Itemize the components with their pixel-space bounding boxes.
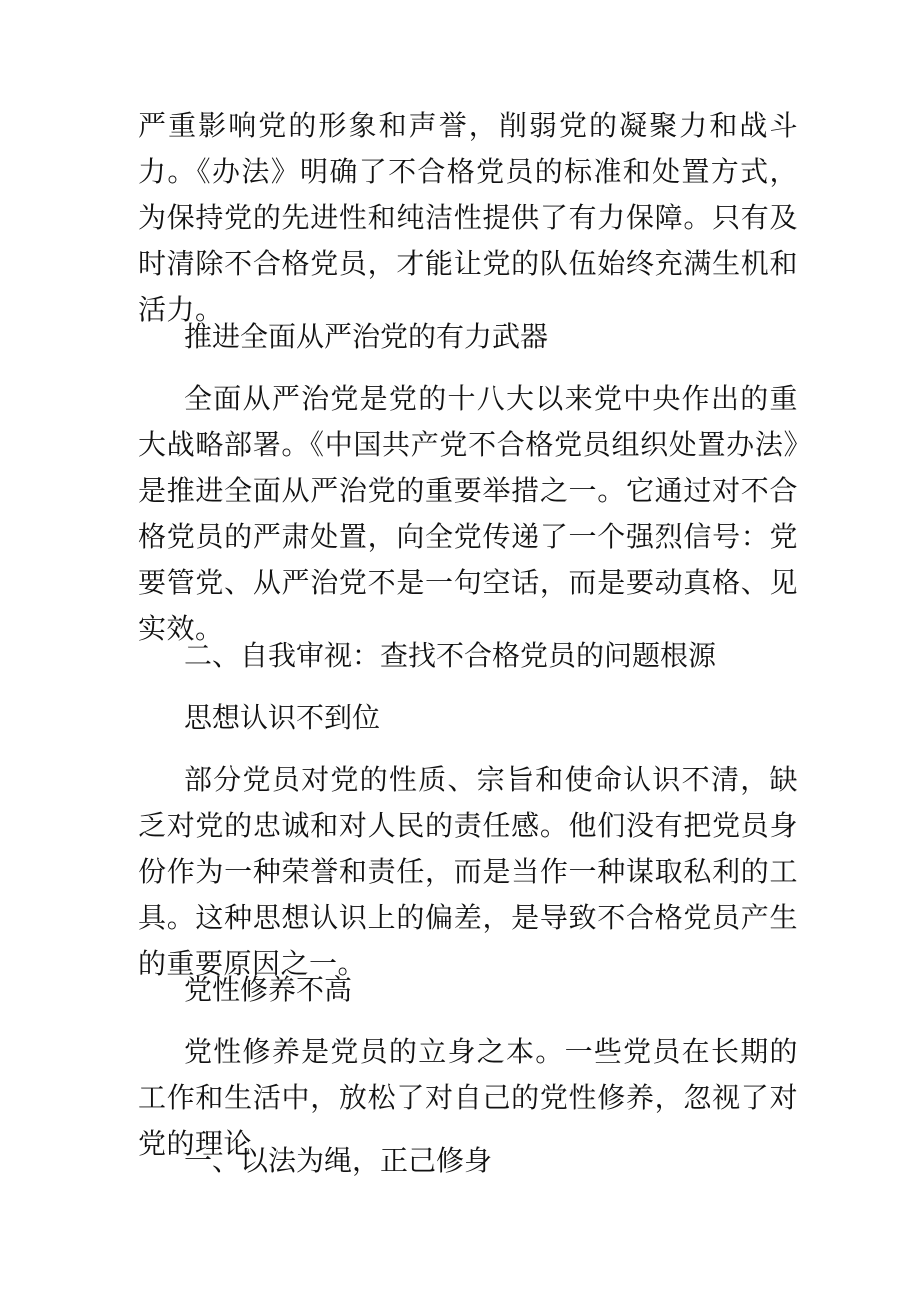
heading-self-examination: 二、自我审视：查找不合格党员的问题根源 — [184, 639, 717, 672]
paragraph-party-image: 严重影响党的形象和声誉，削弱党的凝聚力和战斗力。《办法》明确了不合格党员的标准和处置方式，为保持党的先进性和纯洁性提供了有力保障。只有及时清除不合格党员，才能让党的队伍始终充满生机和活力。 — [138, 109, 798, 326]
heading-powerful-weapon: 推进全面从严治党的有力武器 — [184, 320, 549, 353]
paragraph-party-cultivation: 党性修养是党员的立身之本。一些党员在长期的工作和生活中，放松了对自己的党性修养，忽视了对党的理论 — [138, 1035, 798, 1160]
heading-law-as-rope: 一、以法为绳，正己修身 — [184, 1144, 493, 1177]
heading-ideological-awareness: 思想认识不到位 — [184, 701, 381, 734]
paragraph-ideological-awareness: 部分党员对党的性质、宗旨和使命认识不清，缺乏对党的忠诚和对人民的责任感。他们没有把党员身份作为一种荣誉和责任，而是当作一种谋取私利的工具。这种思想认识上的偏差，是导致不合格党员产生的重要原因之一。 — [138, 763, 798, 980]
paragraph-strict-governance: 全面从严治党是党的十八大以来党中央作出的重大战略部署。《中国共产党不合格党员组织处置办法》是推进全面从严治党的重要举措之一。它通过对不合格党员的严肃处置，向全党传递了一个强烈信号：党要管党、从严治党不是一句空话，而是要动真格、见实效。 — [138, 382, 798, 645]
heading-party-cultivation: 党性修养不高 — [184, 973, 353, 1006]
